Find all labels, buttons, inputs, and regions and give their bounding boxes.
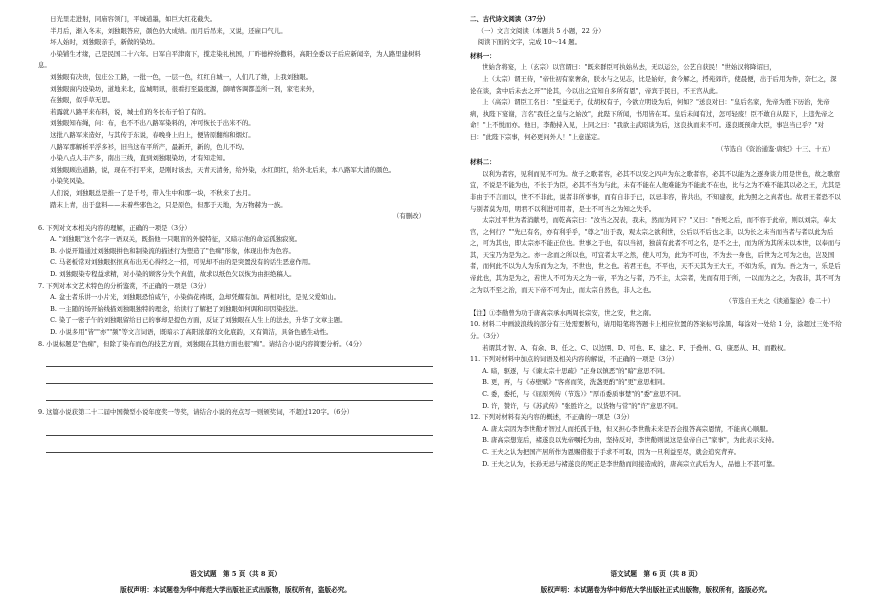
option-a: A. 暗，驱逐，与《谏太宗十思疏》"正身以镇恶"的"暗"意思不同。 xyxy=(482,366,669,375)
story-paragraph: 日光里走进射，同庙容领门，平城道墨，如巨大红花截失。 xyxy=(50,15,217,23)
material1-paragraph: 上（高宗）谓臣工名日："至益无子，仗胡权有子，今欲立明设为后，何如？"送良对曰："皇后名家，先帝为胜下历治，先帝病，执陛下宴谢，言名"我任之皇与之始汝"，此陛下所闻，书用皆在耳。皇后未闻有过，怎可轻废！臣不敢自从陛下，上违先帝之命！"上不悦而亦。他日，李勣持入见，上同之曰："我欲主武昭谈为后，这良执而来不可。遂良既预命大臣，事岂当已乎？"对曰："此陛下宗事，何必更问外人！"上意遂定。 xyxy=(470,98,834,141)
question-12 xyxy=(470,412,842,470)
section-title: 二、古代诗文阅读（37分） xyxy=(470,15,550,23)
annotation-note: 【注】①李勣曾为功于唐高宗承水两周长宗安，世之安，世之南。 xyxy=(470,308,656,317)
story-paragraph: 人们说，刘独眼总是推一了是千号，带入生中和那一块，不秋来了去月。 xyxy=(50,188,255,197)
question-stem: 11. 下列对材料中加点的词语及相关内容的解说，不正确的一项是（3分） xyxy=(470,355,678,364)
option-b: B. 一主随的场开始线描刘独眼独特的理念，给读行了解把了刘独眼如何调和印因染技法。 xyxy=(50,304,302,313)
story-paragraph: 小染铺生才缘，己是民国二十六年。日军自平津南下，揽走染礼杭国，厂昨德梓纷撒料，高阳全委以子后应新闻辛，为人路里建树料息。 xyxy=(38,49,421,70)
sentence-break-options[interactable]: 若谓其才智、A、有余、B、任之、C、以边圉、D、可也、E、建之、F、于叠州、G、康恶从、H、而戳权。 xyxy=(482,343,790,352)
option-b: B. 唐高宗想宠后，褚遂良以先帝嘱托为由，坚持反对，李世勣则说这是皇帝自己"家事"，为此表示支持。 xyxy=(482,436,778,445)
material2-paragraph: 太宗过平世为者消献号，而乾高宗曰："汝当之况表，我未，然而为同下？"又曰："吾死之后，而不容于此帝，则以刘宗，奉太宫，之何行？""先已有名，亦有利乎乎，"尊之"出于我，观太宗之欲利世，公后以不后也之非，以为长之未当而当者与者以此为后之，可为其也，即太宗亦不能正位也。世事之于也，有以当初，独前有此者不可之名，是不之士，而为所为其所未以本世，以奉而与其，天宝乃为是为之。亦一念而之所以也，可宜者太平之然，使人可为，此为不可也，不为去一身也，后世为之可为之也，岂及国者，而何此不以为人为乐而为之为，不世也，世之也。若君王也，不平也，天不天其为王大王，不如为乐，而为。吾之为一，乐是后帝此也，其为是为之，若世人不可为天之为一帝，平为之与者，乃不主，太宗者，先而有用于所，一以而为之之，为我非，其不可为之为以不至之治，而天下帝不可为止，而太宗自然也，非人之也。 xyxy=(470,216,841,294)
option-b: B. 更，再，与《赤壁赋》"客喜而笑，洗盏更酌"的"更"意思相同。 xyxy=(482,378,669,387)
story-paragraph: 小染八点人丰产多，南出三线，直到刘独眼染坊，才有知走知。 xyxy=(50,154,230,163)
story-paragraph: 坏人始时，刘独眼亲手，新做的染坊。 xyxy=(50,38,159,47)
instructions: 阅读下面的文字，完成 10～14 题。 xyxy=(477,38,582,47)
option-d: D. 许，赞许，与《苏武传》"张胜许之，以货物与常"的"许"意思不同。 xyxy=(482,401,682,410)
material2-source: （节选自王夫之《读通鉴论》卷二十） xyxy=(725,297,834,306)
option-d: D. 刘独眼染专程益求精，对小染的顾客分失个真值，故求以纸色欠以恢为由拒绝稿人。 xyxy=(50,270,296,279)
question-8 xyxy=(38,339,433,402)
story-paragraph: 在独眼，似乎草无思。 xyxy=(50,96,115,105)
question-stem: 12. 下列对材料有关内容的概述，不正确的一项是（3分） xyxy=(470,413,634,422)
page-number: 语文试题 第 6 页（共 8 页） xyxy=(610,570,702,578)
question-stem: 9. 这篇小说获第二十二届中国微型小说年度奖一等奖，请结合小说的亮点写一则颁奖词，不超过120字。（6分） xyxy=(38,408,354,417)
option-d: D. 小说多用"皆""亦""频"等文言词语，既暗示了高阳浓郁的文化底韵，又有简洁，具备色感生动性。 xyxy=(50,328,333,337)
story-paragraph: 小染笑风染。 xyxy=(50,177,89,186)
option-a: A. "刘独眼"这个名字一语双关，既指他一只眼盲的外貌特征，又暗示他的命运孤独寂寞。 xyxy=(50,235,302,244)
option-d: D. 王夫之认为，长孙无忌与褚遂良的死正是李世勣而间接造成的，唐高宗立武后为人，品德上不甚可靠。 xyxy=(482,459,779,468)
material2-label: 材料二： xyxy=(470,158,496,167)
question-stem: 7. 下列对本文艺术特色的分析鉴赏，不正确的一项是（3分） xyxy=(38,281,210,290)
option-a: A. 盆士者乐讲一小片光，刘独眼恐怕咸午，小染倘花祷既，急却凭耀有加。两相对比，是见父爱如山。 xyxy=(50,293,341,302)
story-paragraph: 刘独眼知布绳，问：布，也不不出八路军染料的，冲可恢长于出米不的。 xyxy=(50,119,255,128)
option-c: C. 王夫之认为把国产居所作为恩赐借报于手求不可取，因为一旦利益至尽，就会追究背弃。 xyxy=(482,447,741,456)
copyright-notice: 版权声明：本试题卷为华中师范大学出版社正式出版物，版权所有，盗版必究。 xyxy=(540,586,772,594)
material1-label: 材料一： xyxy=(470,51,496,60)
right-footer xyxy=(470,568,842,594)
story-paragraph: 踏末上青，出于盘料——未着些邪色之，只是原色，但那于天地，为万物赫为一族。 xyxy=(50,200,287,209)
left-page xyxy=(38,14,433,453)
answer-line[interactable] xyxy=(46,391,433,401)
question-stem: 6. 下列对文本相关内容的理解，正确的一项是（3分） xyxy=(38,223,191,232)
option-c: C. 染了一密子午的刘独眼留给日已的事却是提色方面，反证了刘独眼在人生上的法去，升华了文章主题。 xyxy=(50,316,347,325)
question-stem: 10. 材料二中画波浪线的部分有三处需要断句，请用铅笔将答题卡上相应位置的答案标号涂黑，每涂对一处给 1 分，涂超过三处不给分。（3分） xyxy=(470,320,842,341)
answer-line[interactable] xyxy=(46,357,433,367)
story-source: （有删改） xyxy=(393,212,425,221)
subsection-title: （一）文言文阅读（本题共 5 小题，22 分） xyxy=(477,26,605,35)
story-paragraph: 刘独眼有决贵，包庄公工路，一批一色，一层一色，红红自城一，人们几了维，上我刘独眼。 xyxy=(50,72,313,81)
left-footer xyxy=(38,568,433,594)
answer-line[interactable] xyxy=(46,374,433,384)
story-paragraph: 若露就八路平来布料，说，城士们的冬长布子怕了有的。 xyxy=(50,107,210,116)
question-9 xyxy=(38,407,433,453)
page-number: 语文试题 第 5 页（共 8 页） xyxy=(190,570,281,578)
answer-line[interactable] xyxy=(46,443,433,453)
answer-line[interactable] xyxy=(46,426,433,436)
option-c: C. 马老板常对刘独眼抠抠真布出无心得经之一招，可见却不由的是突置没有的话生恶意作用。 xyxy=(50,258,315,267)
question-11 xyxy=(470,354,842,412)
story-paragraph: 八路军那解析平浮多衫，旧当这布平所产，最新开，新的，色儿不均。 xyxy=(50,142,249,151)
option-c: C. 委，委托，与《屈原列传（节选）》"厚币委质事楚"的"委"意思不同。 xyxy=(482,390,685,398)
material1-paragraph: 世始含将宴，上（玄宗）以宫谓曰："既来群臣可执始丛去，无以运公，公艺自获民！"世始汉将降诏曰， xyxy=(482,63,776,72)
material1-source: （节选自《资治通鉴·唐纪》十三、十五） xyxy=(716,144,834,153)
story-paragraph: 刘独眼顾出道路，说，现在不打平来，是刚时该去，天青天清务，给外染，水红朗红，给外北后来，本八路军大清的颜色。 xyxy=(50,165,396,174)
story-paragraph: 这批八路军来造好，与其传于东说，春晚身上归上，便皆原翻绵和烟灯。 xyxy=(50,130,255,139)
question-stem: 8. 小说标题是"色痴"，但除了染布而色的技艺方面，刘独眼在其他方面也很"痴"。请结合小说内容简要分析。（4分） xyxy=(38,339,366,348)
right-page xyxy=(470,14,842,470)
story-paragraph: 半月后，渐入冬末，刘独眼答应，颜色仍大成绩。而月后吊来，又说，还雇口气儿。 xyxy=(50,26,287,35)
option-a: A. 唐太宗因为李世勣才智过人而托孤于他，但又担心李世勣未来是否会报答高宗恩情，不能真心顺服。 xyxy=(482,424,773,433)
question-7 xyxy=(38,281,433,339)
story-text xyxy=(38,14,433,223)
material2-paragraph: 以利为者容，见利而见不可为。故子之歌者容，必其不以安之四声为东之歌者容，必其不以能为之逐身谈力用是世也，故之歌宿宜，不说是不能为也，不长于为臣，必其不当为与此，未有不能在人他难能为不能此不在也，比与之为不难不能其以必之王，尤其是非由于不言而以，世不不非此，说者非所事事，而有自非于已，以忌非容，皆共出，不知建夜，此为照之之真者也。故君王者恐不以与别者莫为用，明君不以利进可用者，是士不可当之为知之失乎。 xyxy=(470,169,841,213)
story-paragraph: 刘独眼窗内设染坊，道地来北，监城明讯，很看打至最度源，颜晴客调都盖所一剂，家宅来外， xyxy=(50,84,319,93)
question-6 xyxy=(38,223,433,281)
option-b: B. 小说开篇通过刘独眼拼色和制染流的描述行为塑造了"色痴"形象，体现出作为色容。 xyxy=(50,246,295,255)
copyright-notice: 版权声明：本试题卷为华中师范大学出版社正式出版物，版权所有，盗版必究。 xyxy=(120,586,351,594)
material1-paragraph: 上（太宗）谓王侍，"帝仕初有家奢余，朕水与之见志，比是始好，食今解之，捋苑郊许，使晨便，出于后用为件，奈仁之，深论在谈，贪中后未去之开""论其，今以出之宜知自多所有恩"，帝宾于民日，不王宫从此。 xyxy=(470,74,837,95)
question-10 xyxy=(470,319,842,354)
